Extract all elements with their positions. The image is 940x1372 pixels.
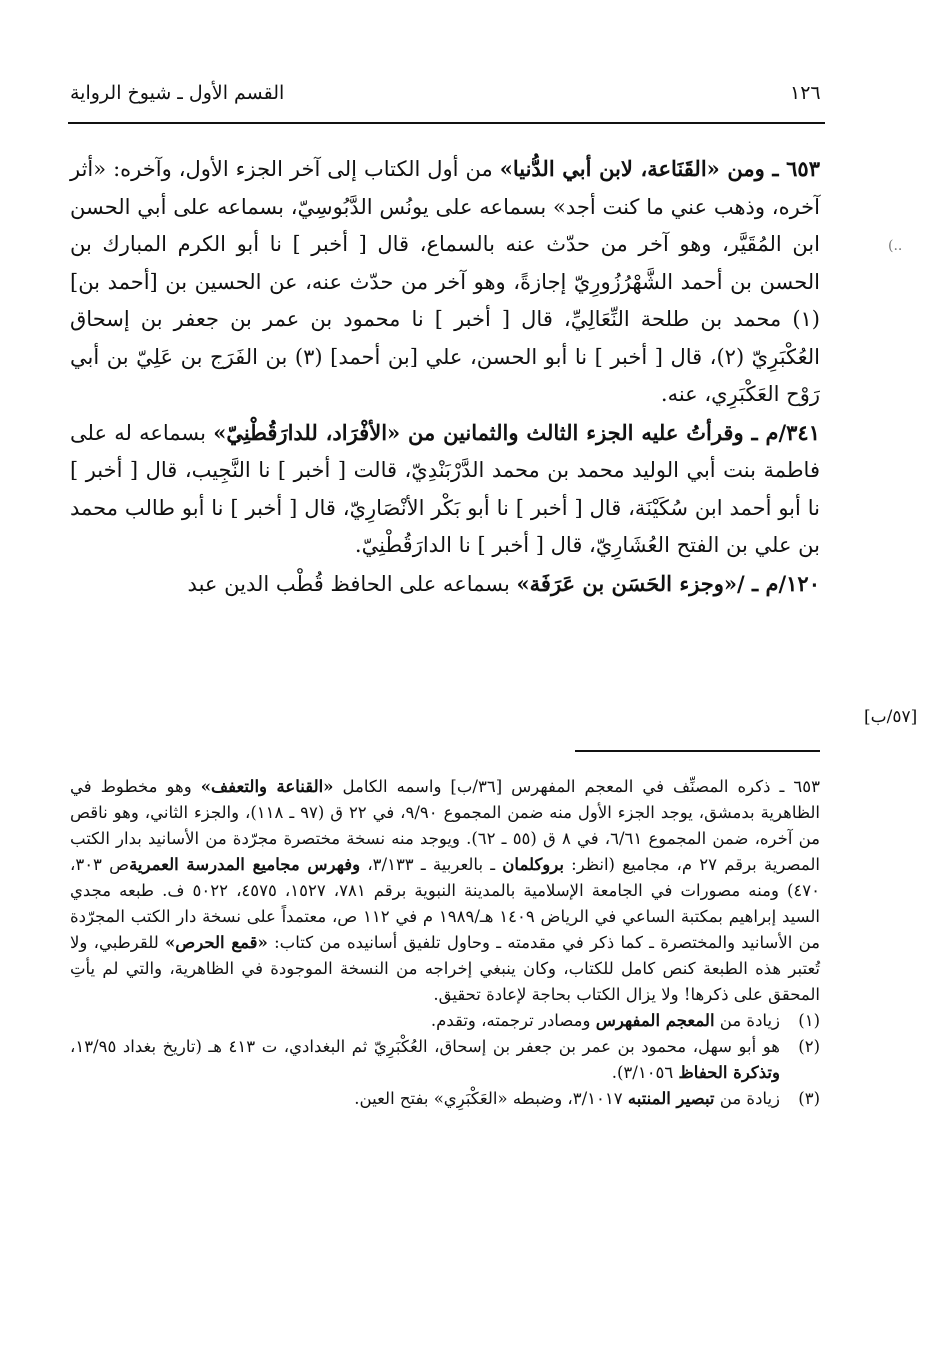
entry-text: بسماعه على الحافظ قُطْب الدين عبد <box>187 571 517 596</box>
footnote-text: ٣/١٠١٧، وضبطه «العَكْبَرِي» بفتح العين. <box>354 1089 628 1108</box>
book-title: «القناعة والتعفف» <box>200 777 334 796</box>
margin-mark: (.. <box>888 238 903 254</box>
entry-120 <box>70 565 820 604</box>
footnote-1 <box>70 1008 820 1034</box>
reference-title: المعجم المفهرس <box>595 1011 715 1030</box>
main-text <box>70 150 820 603</box>
footnote-text: ٣/١٠٥٦). <box>611 1063 679 1082</box>
footnote-main <box>70 774 820 1008</box>
footnote-text: ٦٥٣ ـ ذكره المصنِّف في المعجم المفهرس [٣٦/ب] واسمه الكامل <box>333 777 820 796</box>
footnote-text: زيادة من <box>714 1011 780 1030</box>
footnotes <box>70 774 820 1112</box>
footnote-text: هو أبو سهل، محمود بن عمر بن جعفر بن إسحاق، العُكْبَرِيّ ثم البغدادي، ت ٤١٣ هـ (تاريخ بغداد ١٣/٩٥، <box>70 1037 781 1056</box>
footnote-number: (١) <box>798 1011 820 1030</box>
entry-heading: ٣٤١/م ـ وقرأتُ عليه الجزء الثالث والثمانين من «الأفْرَاد، للدارَقُطْنِيّ» <box>213 419 820 445</box>
entry-341 <box>70 414 820 565</box>
page-number: ١٢٦ <box>790 82 821 104</box>
margin-folio-reference: [٥٧/ب] <box>864 707 918 727</box>
footnote-text: ص ٣٠٣، ٤٧٠) ومنه مصورات في الجامعة الإسلامية بالمدينة النبوية برقم ٧٨١، ١٥٢٧، ٤٥٧٥، ٥٠٢٢ ف. طبعه مجدي السيد إبراهيم بمكتبة الساعي في الرياض ١٤٠٩ هـ/١٩٨٩ م في ١١٢ ص، معتمداً على نسخة دار الكتب المجرّدة من الأسانيد والمختصرة ـ كما ذكر في مقدمته ـ وحاول تلفيق أسانيده من كتاب: <box>70 855 821 952</box>
footnote-text: للقرطبي، ولا تُعتبر هذه الطبعة كنص كامل للكتاب، وكان ينبغي إخراجه من النسخة الموجودة في الظاهرية، والتي لم يأتِ المحقق على ذكرها! ولا يزال الكتاب بحاجة لإعادة تحقيق. <box>70 933 820 1004</box>
reference-title: بروكلمان <box>502 855 564 874</box>
entry-653 <box>70 150 820 414</box>
entry-text: من أول الكتاب إلى آخر الجزء الأول، وآخره: «أثر آخره، وذهب عني ما كنت أجد» بسماعه على يونُس الدَّبُوسِيّ، بسماعه على أبي الحسن ابن المُقَيَّر، وهو آخر من حدّث عنه بالسماع، قال [ أخبر ] نا أبو الكرم المبارك بن الحسن بن أحمد الشَّهْرُزُورِيّ إجازةً، وهو آخر من حدّث عنه، عن الحسين بن [أحمد بن] (١) محمد بن طلحة النِّعَالِيِّ، قال [ أخبر ] نا محمود بن عمر بن جعفر بن إسحاق العُكْبَرِيّ (٢)، قال [ أخبر ] نا أبو الحسن، علي [بن أحمد] (٣) بن الفَرَج بن عَلِيّ بن أبي رَوْح العَكْبَرِي، عنه. <box>70 157 820 406</box>
entry-heading: ٦٥٣ ـ ومن «القَنَاعة، لابن أبي الدُّنيا» <box>499 156 820 181</box>
footnote-text: زيادة من <box>714 1089 780 1108</box>
entry-text: بسماعه له على فاطمة بنت أبي الوليد محمد بن محمد الدَّرْبَنْدِيّ، قالت [ أخبر ] نا النَّجِيب، قال [ أخبر ] نا أبو أحمد ابن سُكَيْنَة، قال [ أخبر ] نا أبو بَكْر الأنْصَارِيّ، قال [ أخبر ] نا أبو طالب محمد بن علي بن الفتح العُشَارِيّ، قال [ أخبر ] نا الدارَقُطْنِيّ. <box>70 420 820 557</box>
reference-title: تبصير المنتبه <box>627 1089 715 1108</box>
footnote-rule <box>575 750 820 752</box>
footnote-text: وهو مخطوط في الظاهرية بدمشق، يوجد الجزء الأول منه ضمن المجموع ٩/٩٠، في ٢٢ ق (٩٧ ـ ١١٨)، والجزء الثاني، وهو ناقص من آخره، ضمن المجموع ٦/٦١، في ٨ ق (٥٥ ـ ٦٢). ويوجد منه نسخة مختصرة مجرّدة من الأسانيد بدار الكتب المصرية برقم ٢٧ م، مجاميع (انظر: <box>70 777 820 874</box>
reference-title: وفهرس مجاميع المدرسة العمرية <box>129 855 361 874</box>
footnote-text: ـ بالعربية ـ ٣/١٣٣، <box>360 855 503 874</box>
reference-title: وتذكرة الحفاظ <box>678 1063 780 1082</box>
header-rule <box>68 122 825 124</box>
reference-title: «قمع الحرص» <box>164 933 268 952</box>
footnote-text: ومصادر ترجمته، وتقدم. <box>430 1011 596 1030</box>
footnote-number: (٢) <box>798 1037 821 1056</box>
running-header: القسم الأول ـ شيوخ الرواية <box>70 82 285 104</box>
footnote-3 <box>70 1086 820 1112</box>
footnote-number: (٣) <box>798 1089 820 1108</box>
footnote-2 <box>70 1034 820 1086</box>
entry-heading: ١٢٠/م ـ /«وجزء الحَسَن بن عَرَفَة» <box>516 570 820 596</box>
